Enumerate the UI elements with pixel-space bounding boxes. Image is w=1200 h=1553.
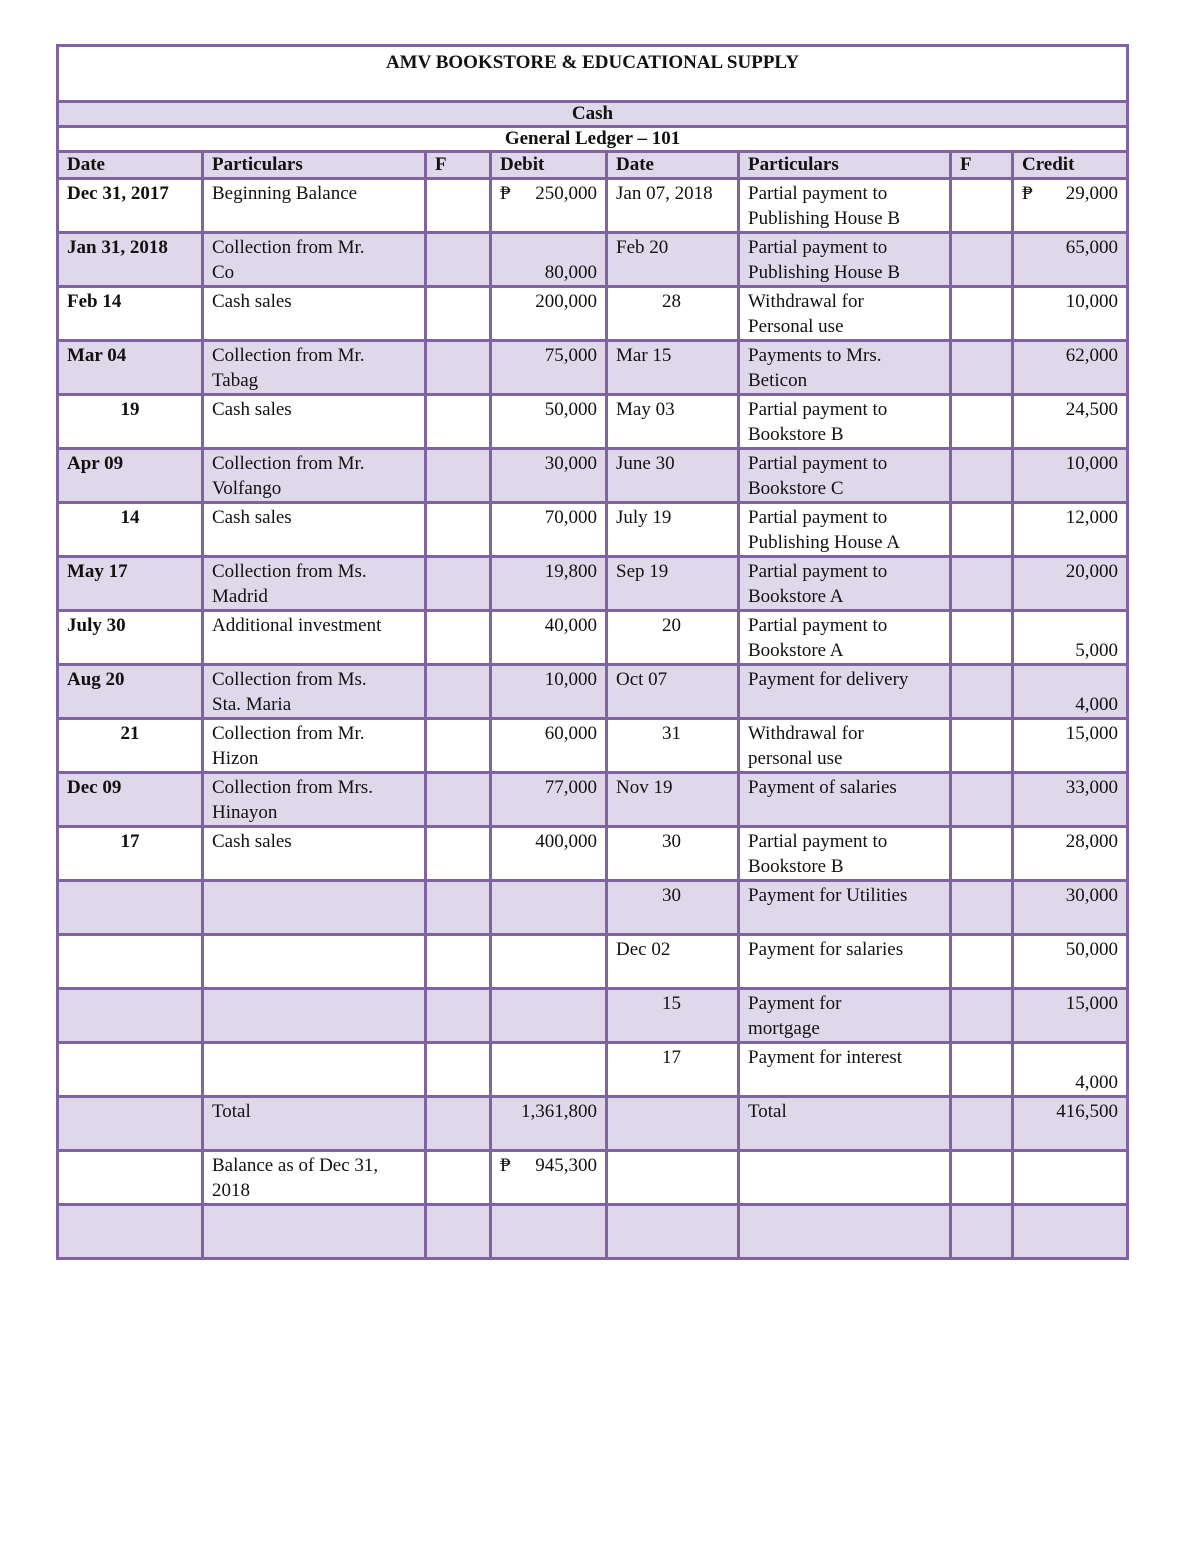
debit-particulars-cell-text: Collection from Ms. Sta. Maria [212,669,367,715]
debit-particulars-cell-text: Collection from Mr. Tabag [212,345,365,391]
credit-particulars-cell [739,665,951,719]
credit-particulars-cell [739,1205,951,1259]
amount-value: 4,000 [1075,1072,1119,1093]
ledger-row [58,395,1128,449]
debit-amount-cell [491,179,607,233]
amount-value: 65,000 [1065,237,1119,258]
debit-particulars-cell-text: Total [212,1101,251,1122]
debit-date-cell [58,1043,203,1097]
debit-amount-cell [491,935,607,989]
credit-folio-cell [951,1043,1013,1097]
debit-particulars-cell [203,503,426,557]
debit-amount-cell [491,611,607,665]
credit-folio-cell [951,287,1013,341]
peso-sign: ₱ [500,1155,511,1176]
debit-date-cell [58,935,203,989]
ledger-row [58,719,1128,773]
debit-date-cell [58,1205,203,1259]
credit-date-cell-text: 28 [662,291,681,312]
credit-particulars-cell [739,881,951,935]
credit-particulars-cell [739,719,951,773]
credit-date-cell [607,665,739,719]
credit-particulars-cell-text: Payment of salaries [748,777,897,798]
credit-particulars-cell-text: Payment for mortgage [748,993,842,1039]
debit-date-cell-text: Feb 14 [67,291,122,312]
credit-particulars-cell [739,773,951,827]
debit-amount-cell [491,773,607,827]
credit-date-cell-text: May 03 [616,399,675,420]
amount-value: 5,000 [1075,640,1119,661]
debit-date-cell [58,881,203,935]
credit-date-cell-text: Nov 19 [616,777,673,798]
amount-value: 75,000 [544,345,597,366]
debit-particulars-cell-text: Cash sales [212,399,292,420]
ledger-row [58,179,1128,233]
debit-date-cell [58,989,203,1043]
debit-amount-cell [491,1043,607,1097]
credit-particulars-cell [739,1043,951,1097]
amount-value: 10,000 [1065,453,1119,474]
credit-date-cell-text: 20 [662,615,681,636]
debit-amount-cell [491,395,607,449]
debit-folio-cell [426,719,491,773]
debit-amount-cell [491,341,607,395]
credit-particulars-cell [739,935,951,989]
ledger-row [58,1151,1128,1205]
debit-amount-cell [491,665,607,719]
ledger-row [58,233,1128,287]
debit-particulars-cell-text: Additional investment [212,615,382,636]
debit-folio-cell [426,1205,491,1259]
amount-value: 50,000 [1065,939,1119,960]
header-f-right: F [951,152,1013,179]
credit-date-cell-text: Mar 15 [616,345,672,366]
credit-particulars-cell [739,287,951,341]
header-date-left: Date [58,152,203,179]
amount-value: 416,500 [1056,1101,1119,1122]
ledger-label-row [58,127,1128,152]
credit-folio-cell [951,503,1013,557]
ledger-row [58,557,1128,611]
amount-value: 28,000 [1065,831,1119,852]
debit-particulars-cell [203,395,426,449]
debit-date-cell [58,557,203,611]
credit-amount-cell [1013,611,1128,665]
credit-particulars-cell-text: Partial payment to Bookstore A [748,561,888,607]
credit-particulars-cell [739,233,951,287]
amount-value: 250,000 [535,183,597,204]
debit-date-cell [58,395,203,449]
ledger-row [58,935,1128,989]
credit-folio-cell [951,1205,1013,1259]
debit-particulars-cell [203,1043,426,1097]
credit-amount-cell [1013,827,1128,881]
amount-value: 30,000 [1065,885,1119,906]
ledger-row [58,1097,1128,1151]
debit-folio-cell [426,287,491,341]
debit-folio-cell [426,881,491,935]
credit-date-cell-text: 30 [662,831,681,852]
debit-date-cell [58,341,203,395]
credit-date-cell [607,719,739,773]
debit-folio-cell [426,935,491,989]
credit-folio-cell [951,233,1013,287]
debit-particulars-cell [203,989,426,1043]
debit-amount-cell [491,719,607,773]
account-name: Cash [58,102,1128,127]
amount-value: 15,000 [1065,723,1119,744]
credit-date-cell-text: Jan 07, 2018 [616,183,713,204]
debit-amount-cell [491,287,607,341]
debit-amount-cell [491,1205,607,1259]
peso-amount [1022,181,1118,206]
header-debit: Debit [491,152,607,179]
credit-particulars-cell [739,1097,951,1151]
debit-particulars-cell-text: Beginning Balance [212,183,358,204]
ledger-label: General Ledger – 101 [58,127,1128,152]
debit-amount-cell [491,449,607,503]
amount-value: 19,800 [544,561,597,582]
debit-folio-cell [426,773,491,827]
debit-particulars-cell [203,233,426,287]
amount-value: 24,500 [1065,399,1119,420]
credit-particulars-cell-text: Partial payment to Bookstore B [748,399,888,445]
debit-particulars-cell [203,341,426,395]
debit-date-cell-text: 19 [120,399,140,420]
credit-folio-cell [951,989,1013,1043]
debit-date-cell-text: 17 [120,831,140,852]
amount-value: 50,000 [544,399,597,420]
company-name: AMV BOOKSTORE & EDUCATIONAL SUPPLY [58,46,1128,102]
credit-date-cell [607,881,739,935]
credit-folio-cell [951,1097,1013,1151]
debit-folio-cell [426,341,491,395]
credit-particulars-cell-text: Partial payment to Bookstore B [748,831,888,877]
debit-amount-cell [491,881,607,935]
title-row [58,46,1128,102]
header-date-right: Date [607,152,739,179]
debit-date-cell [58,719,203,773]
column-header-row [58,152,1128,179]
amount-value: 80,000 [544,262,597,283]
header-f-left: F [426,152,491,179]
credit-amount-cell [1013,233,1128,287]
amount-value: 60,000 [544,723,597,744]
debit-folio-cell [426,233,491,287]
credit-amount-cell [1013,935,1128,989]
credit-date-cell [607,395,739,449]
credit-particulars-cell-text: Payment for delivery [748,669,909,690]
debit-particulars-cell [203,179,426,233]
debit-particulars-cell-text: Collection from Mrs. Hinayon [212,777,373,823]
credit-date-cell-text: July 19 [616,507,672,528]
amount-value: 40,000 [544,615,597,636]
ledger-row [58,503,1128,557]
ledger-row [58,773,1128,827]
credit-folio-cell [951,179,1013,233]
debit-particulars-cell [203,1205,426,1259]
debit-folio-cell [426,179,491,233]
debit-amount-cell [491,503,607,557]
debit-amount-cell [491,827,607,881]
debit-date-cell [58,233,203,287]
credit-particulars-cell [739,503,951,557]
credit-date-cell-text: Oct 07 [616,669,668,690]
debit-particulars-cell-text: Collection from Mr. Volfango [212,453,365,499]
cash-ledger-table [56,44,1129,1260]
credit-particulars-cell [739,179,951,233]
debit-amount-cell [491,557,607,611]
debit-date-cell [58,611,203,665]
debit-amount-cell [491,989,607,1043]
debit-particulars-cell [203,557,426,611]
credit-amount-cell [1013,395,1128,449]
credit-folio-cell [951,719,1013,773]
debit-date-cell-text: July 30 [67,615,126,636]
amount-value: 10,000 [1065,291,1119,312]
credit-amount-cell [1013,1151,1128,1205]
credit-date-cell [607,503,739,557]
credit-date-cell-text: 15 [662,993,681,1014]
amount-value: 10,000 [544,669,597,690]
amount-value: 4,000 [1075,694,1119,715]
credit-date-cell [607,773,739,827]
credit-particulars-cell [739,395,951,449]
credit-date-cell [607,1205,739,1259]
credit-date-cell [607,1097,739,1151]
debit-particulars-cell-text: Cash sales [212,291,292,312]
credit-date-cell [607,935,739,989]
credit-particulars-cell-text: Total [748,1101,787,1122]
credit-amount-cell [1013,503,1128,557]
credit-amount-cell [1013,341,1128,395]
credit-date-cell [607,287,739,341]
credit-date-cell [607,557,739,611]
debit-folio-cell [426,557,491,611]
credit-date-cell [607,341,739,395]
ledger-row [58,449,1128,503]
credit-particulars-cell [739,449,951,503]
account-row [58,102,1128,127]
amount-value: 200,000 [535,291,597,312]
debit-date-cell [58,449,203,503]
credit-particulars-cell-text: Payment for salaries [748,939,904,960]
debit-folio-cell [426,449,491,503]
amount-value: 30,000 [544,453,597,474]
credit-date-cell-text: 30 [662,885,681,906]
debit-folio-cell [426,827,491,881]
debit-date-cell [58,503,203,557]
amount-value: 400,000 [535,831,597,852]
ledger-row [58,1043,1128,1097]
header-particulars-left: Particulars [203,152,426,179]
debit-date-cell [58,1151,203,1205]
amount-value: 70,000 [544,507,597,528]
amount-value: 1,361,800 [521,1101,597,1122]
debit-particulars-cell [203,935,426,989]
credit-date-cell-text: Feb 20 [616,237,669,258]
peso-sign: ₱ [1022,183,1033,204]
credit-folio-cell [951,341,1013,395]
credit-particulars-cell [739,611,951,665]
ledger-row [58,881,1128,935]
credit-particulars-cell-text: Withdrawal for personal use [748,723,864,769]
debit-particulars-cell [203,287,426,341]
debit-date-cell-text: 14 [120,507,140,528]
ledger-row [58,989,1128,1043]
credit-amount-cell [1013,1097,1128,1151]
credit-folio-cell [951,611,1013,665]
credit-date-cell [607,233,739,287]
credit-amount-cell [1013,881,1128,935]
debit-date-cell [58,827,203,881]
credit-amount-cell [1013,773,1128,827]
credit-particulars-cell-text: Payment for Utilities [748,885,908,906]
debit-folio-cell [426,503,491,557]
debit-folio-cell [426,395,491,449]
debit-particulars-cell-text: Cash sales [212,507,292,528]
credit-folio-cell [951,395,1013,449]
credit-particulars-cell-text: Withdrawal for Personal use [748,291,864,337]
debit-date-cell-text: Mar 04 [67,345,127,366]
credit-amount-cell [1013,665,1128,719]
ledger-row [58,665,1128,719]
debit-particulars-cell [203,665,426,719]
credit-particulars-cell [739,557,951,611]
debit-particulars-cell [203,449,426,503]
debit-particulars-cell-text: Collection from Mr. Co [212,237,365,283]
debit-date-cell-text: Dec 31, 2017 [67,183,169,204]
credit-amount-cell [1013,989,1128,1043]
amount-value: 33,000 [1065,777,1119,798]
peso-sign: ₱ [500,183,511,204]
debit-particulars-cell [203,773,426,827]
credit-particulars-cell-text: Partial payment to Publishing House B [748,237,901,283]
ledger-row [58,287,1128,341]
credit-amount-cell [1013,179,1128,233]
debit-particulars-cell-text: Cash sales [212,831,292,852]
amount-value: 62,000 [1065,345,1119,366]
credit-date-cell-text: June 30 [616,453,675,474]
debit-date-cell-text: Aug 20 [67,669,125,690]
credit-date-cell-text: Dec 02 [616,939,671,960]
credit-date-cell-text: 31 [662,723,681,744]
credit-date-cell [607,989,739,1043]
credit-folio-cell [951,935,1013,989]
debit-folio-cell [426,1097,491,1151]
debit-particulars-cell [203,1151,426,1205]
debit-date-cell-text: Jan 31, 2018 [67,237,168,258]
credit-particulars-cell-text: Partial payment to Bookstore C [748,453,888,499]
credit-particulars-cell-text: Payment for interest [748,1047,903,1068]
peso-amount [500,1153,597,1178]
credit-amount-cell [1013,287,1128,341]
credit-folio-cell [951,557,1013,611]
debit-particulars-cell [203,827,426,881]
credit-folio-cell [951,827,1013,881]
credit-particulars-cell [739,827,951,881]
credit-amount-cell [1013,557,1128,611]
amount-value: 945,300 [535,1155,597,1176]
amount-value: 77,000 [544,777,597,798]
credit-amount-cell [1013,449,1128,503]
debit-particulars-cell [203,719,426,773]
header-credit: Credit [1013,152,1128,179]
debit-date-cell [58,773,203,827]
debit-date-cell [58,179,203,233]
debit-particulars-cell [203,881,426,935]
header-particulars-right: Particulars [739,152,951,179]
credit-particulars-cell-text: Partial payment to Publishing House A [748,507,901,553]
debit-amount-cell [491,1097,607,1151]
ledger-row [58,827,1128,881]
credit-folio-cell [951,665,1013,719]
credit-date-cell [607,1151,739,1205]
credit-date-cell-text: 17 [662,1047,681,1068]
peso-amount [500,181,597,206]
debit-particulars-cell [203,1097,426,1151]
debit-amount-cell [491,1151,607,1205]
ledger-row [58,341,1128,395]
credit-date-cell [607,449,739,503]
debit-folio-cell [426,665,491,719]
credit-amount-cell [1013,1205,1128,1259]
debit-particulars-cell-text: Collection from Ms. Madrid [212,561,367,607]
credit-folio-cell [951,773,1013,827]
credit-amount-cell [1013,719,1128,773]
debit-folio-cell [426,611,491,665]
credit-amount-cell [1013,1043,1128,1097]
debit-date-cell-text: May 17 [67,561,128,582]
amount-value: 15,000 [1065,993,1119,1014]
credit-particulars-cell [739,989,951,1043]
debit-date-cell [58,665,203,719]
debit-date-cell [58,287,203,341]
credit-folio-cell [951,881,1013,935]
credit-particulars-cell [739,1151,951,1205]
credit-date-cell [607,1043,739,1097]
debit-folio-cell [426,1151,491,1205]
amount-value: 12,000 [1065,507,1119,528]
debit-date-cell [58,1097,203,1151]
debit-particulars-cell-text: Balance as of Dec 31, 2018 [212,1155,379,1201]
debit-particulars-cell [203,611,426,665]
credit-particulars-cell-text: Partial payment to Bookstore A [748,615,888,661]
credit-date-cell [607,827,739,881]
credit-date-cell-text: Sep 19 [616,561,669,582]
debit-folio-cell [426,1043,491,1097]
debit-date-cell-text: Apr 09 [67,453,124,474]
credit-folio-cell [951,1151,1013,1205]
amount-value: 20,000 [1065,561,1119,582]
credit-particulars-cell [739,341,951,395]
debit-particulars-cell-text: Collection from Mr. Hizon [212,723,365,769]
debit-date-cell-text: Dec 09 [67,777,122,798]
credit-date-cell [607,611,739,665]
debit-amount-cell [491,233,607,287]
debit-folio-cell [426,989,491,1043]
ledger-row [58,611,1128,665]
debit-date-cell-text: 21 [120,723,140,744]
credit-particulars-cell-text: Partial payment to Publishing House B [748,183,901,229]
credit-particulars-cell-text: Payments to Mrs. Beticon [748,345,882,391]
credit-folio-cell [951,449,1013,503]
amount-value: 29,000 [1065,183,1119,204]
ledger-row [58,1205,1128,1259]
credit-date-cell [607,179,739,233]
